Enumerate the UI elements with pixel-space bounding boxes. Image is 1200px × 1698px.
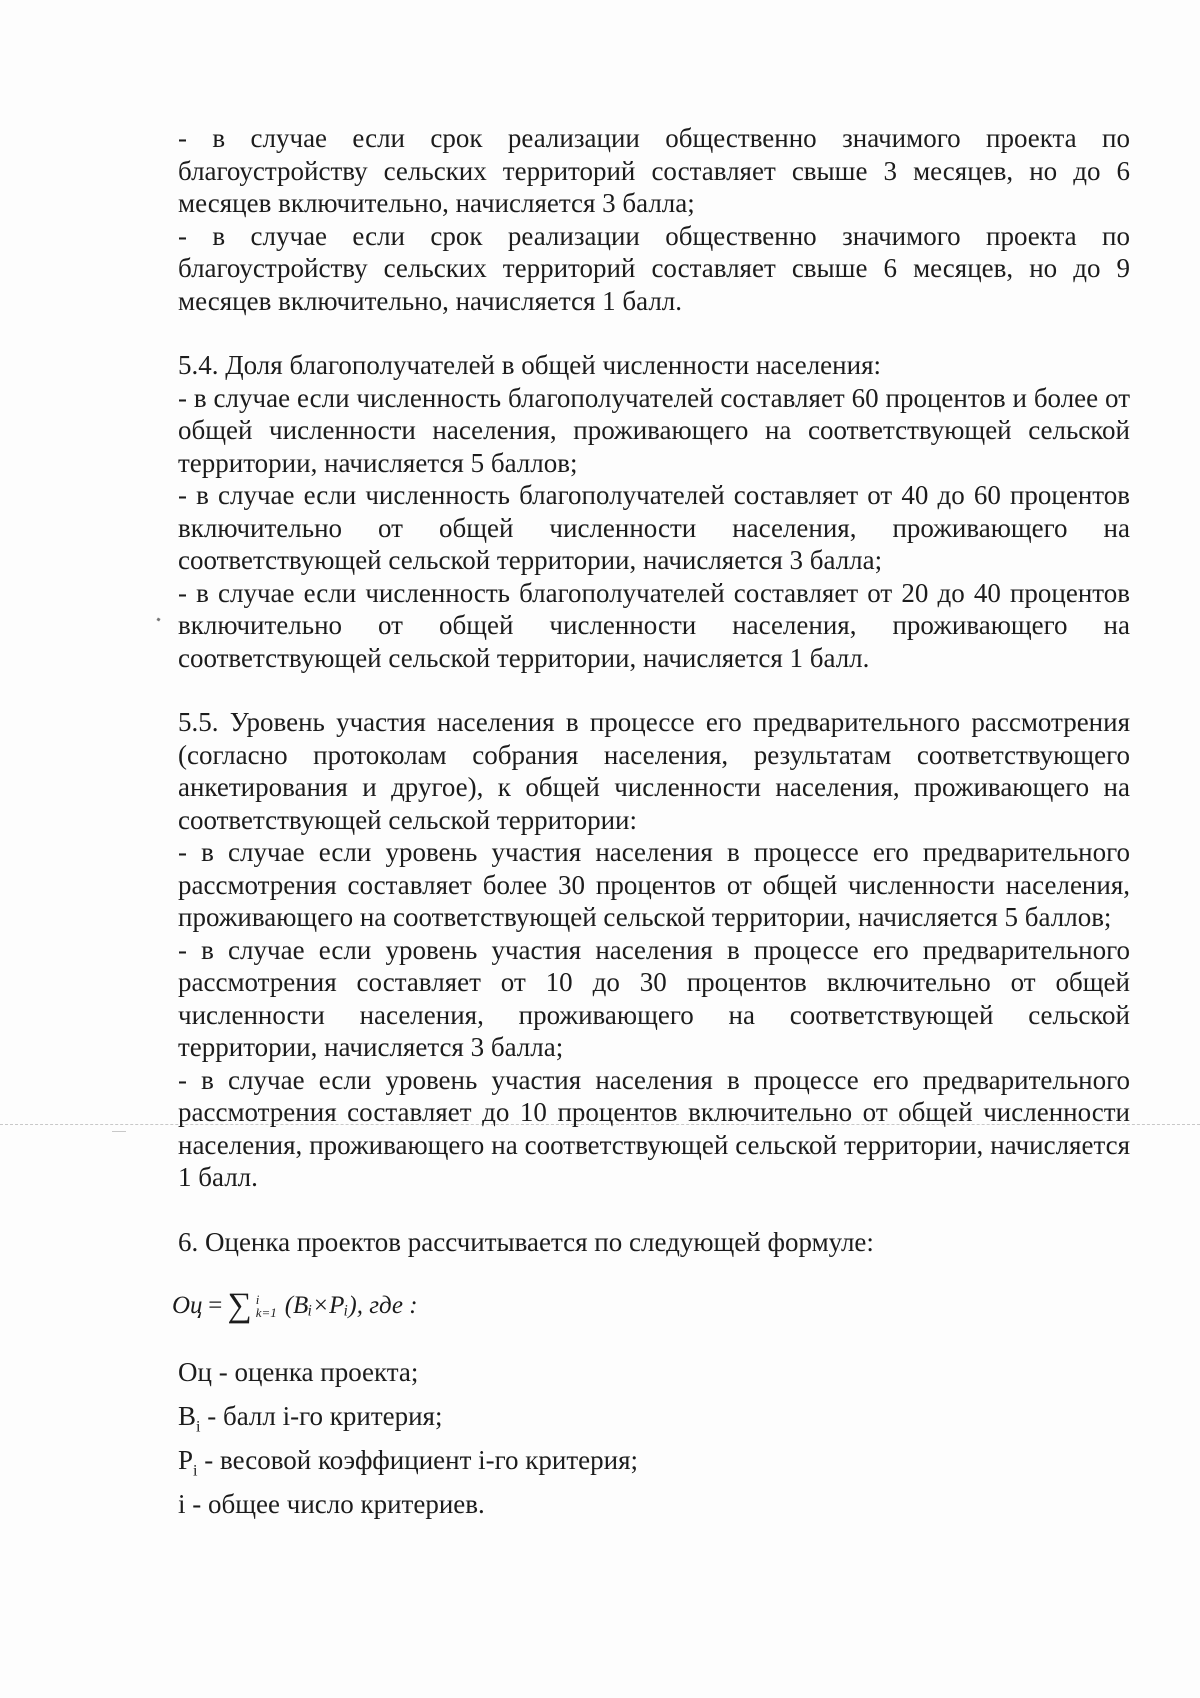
sum-upper-limit: i [255, 1292, 260, 1307]
criterion-5-4-item-2: - в случае если численность благополучателей составляет от 40 до 60 процентов включительно от общей численности населения, проживающего на соответствующей сельской территории, начисляется 3 балла; [178, 480, 1130, 575]
section-6-heading: 6. Оценка проектов рассчитывается по следующей формуле: [178, 1226, 874, 1257]
formula-definitions [178, 1356, 1130, 1532]
definition-item: $B_i$ - балл i-го критерия; [178, 1400, 443, 1436]
criterion-5-5-item-2: - в случае если уровень участия населения в процессе его предварительного рассмотрения составляет от 10 до 30 процентов включительно от общей численности населения, проживающего на соответствующей сельской территории, начисляется 3 балла; [178, 934, 1130, 1062]
sum-lower-limit: k=1 [255, 1305, 277, 1320]
definition-item: $P_i$ - весовой коэффициент i-го критерия; [178, 1444, 639, 1480]
criterion-5-3-item-2: - в случае если срок реализации общественно значимого проекта по благоустройству сельских территорий составляет свыше 6 месяцев, но до 9 месяцев включительно, начисляется 1 балл. [178, 220, 1130, 316]
criterion-5-4-item-1: - в случае если численность благополучателей составляет 60 процентов и более от общей численности населения, проживающего на соответствующей сельской территории, начисляется 5 баллов; [178, 382, 1130, 478]
score-formula [172, 1286, 1130, 1326]
formula-equals: = [206, 1291, 224, 1319]
sum-sign: ∑ [227, 1287, 252, 1324]
scan-artifact-dot [156, 617, 160, 621]
criterion-5-5-heading: 5.5. Уровень участия населения в процессе его предварительного рассмотрения (согласно протоколам собрания населения, результатам соответствующего анкетирования и другое), к общей численности населения, проживающего на соответствующей сельской территории: [178, 707, 1130, 835]
criterion-5-4-item-3: - в случае если численность благополучателей составляет от 20 до 40 процентов включительно от общей численности населения, проживающего на соответствующей сельской территории, начисляется 1 балл. [178, 577, 1130, 673]
sum-limits [256, 1293, 277, 1319]
document-body [172, 122, 1130, 1532]
formula-lhs: Оц [172, 1291, 203, 1319]
criterion-5-4-heading: 5.4. Доля благополучателей в общей численности населения: [178, 350, 881, 380]
definition-item: i - общее число критериев. [178, 1488, 485, 1519]
criterion-5-5-item-3: - в случае если уровень участия населения в процессе его предварительного рассмотрения составляет до 10 процентов включительно от общей численности населения, проживающего на соответствующей сельской территории, начисляется 1 балл. [178, 1064, 1130, 1192]
criterion-5-3-item-1: - в случае если срок реализации общественно значимого проекта по благоустройству сельских территорий составляет свыше 3 месяцев, но до 6 месяцев включительно, начисляется 3 балла; [178, 123, 1130, 218]
scan-artifact-tick [112, 1131, 126, 1132]
formula-body: (Bᵢ×Pᵢ), где : [284, 1291, 418, 1319]
definition-item: Оц - оценка проекта; [178, 1357, 419, 1387]
criterion-5-5-item-1: - в случае если уровень участия населения в процессе его предварительного рассмотрения составляет более 30 процентов от общей численности населения, проживающего на соответствующей сельской территории, начисляется 5 баллов; [178, 837, 1130, 932]
